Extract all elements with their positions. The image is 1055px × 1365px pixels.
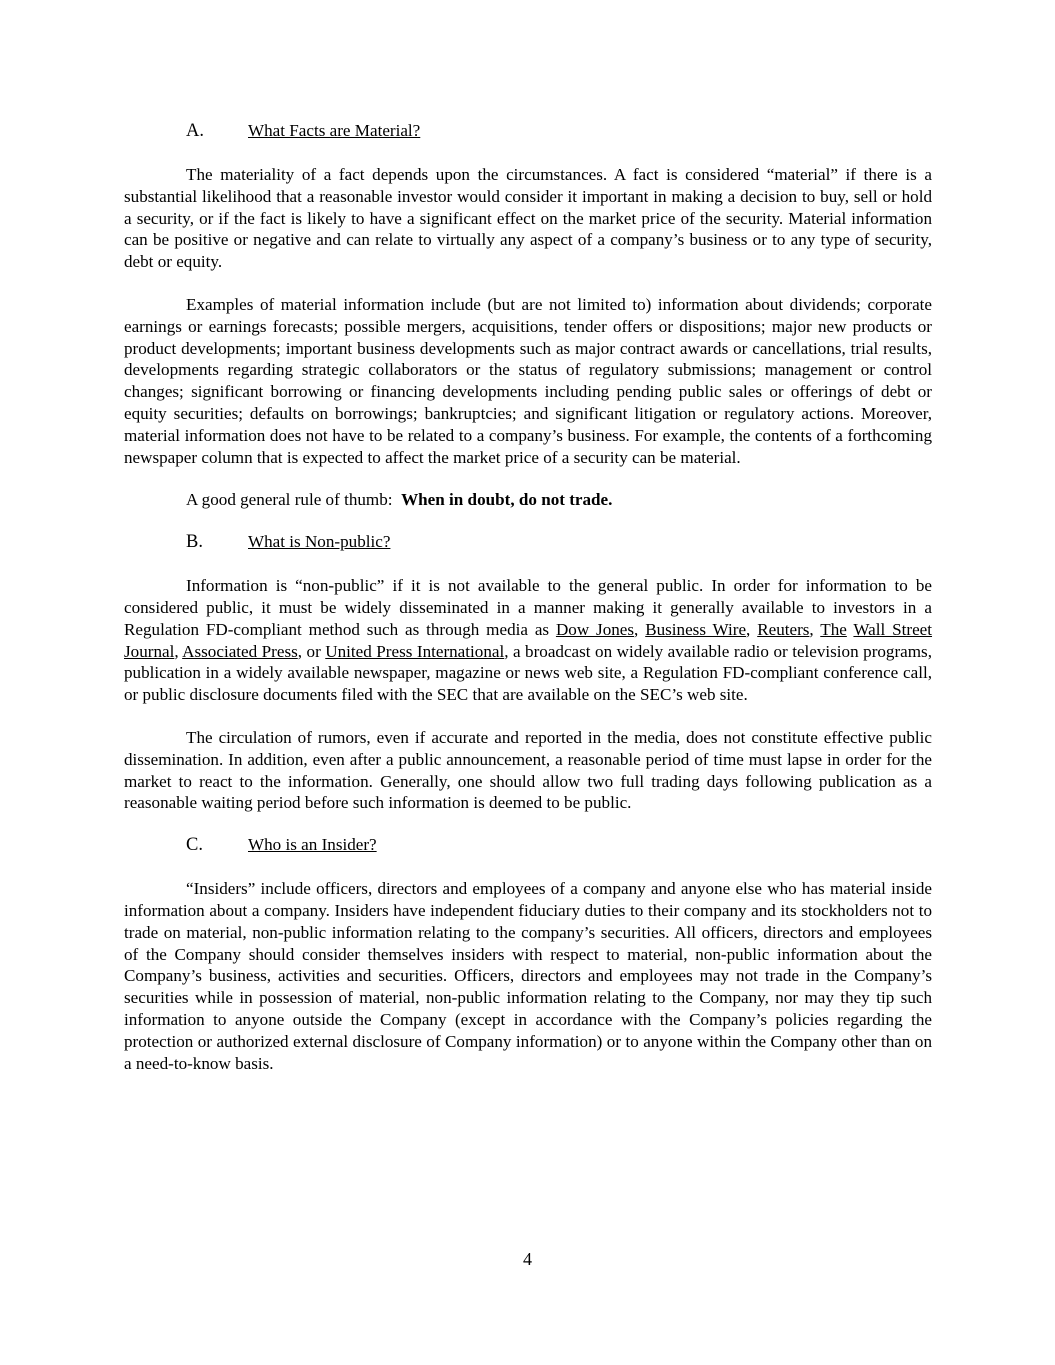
- rule-of-thumb-bold: When in doubt, do not trade.: [401, 490, 613, 510]
- section-a-letter: A.: [186, 121, 204, 141]
- rule-of-thumb: [124, 489, 932, 511]
- separator: ,: [174, 641, 183, 661]
- separator: , or: [297, 641, 326, 661]
- section-b-letter: B.: [186, 532, 203, 553]
- section-c-paragraph-1: “Insiders” include officers, directors and employees of a company and anyone else who has material inside information about a company. Insiders have independent fiduciary duties to their company and its stockholders not to trade on material, non-public information relating to the company’s securities. All officers, directors and employees of the Company should consider themselves insiders with respect to material, non-public information about the Company’s business, activities and securities. Officers, directors and employees may not trade in the Company’s securities while in possession of material, non-public information relating to the Company, nor may they tip such information to anyone outside the Company (except in accordance with the Company’s policies regarding the protection or authorized external disclosure of Company information) or to anyone within the Company other than on a need-to-know basis.: [124, 879, 932, 1073]
- section-b-p1-text-a: Information is “non-public” if it is not available to the general public. In order for information to be considered public, it must be widely disseminated in a manner making it generally available to investors in a Regulation FD-compliant method such as through media as: [124, 576, 932, 639]
- separator: ,: [809, 619, 821, 639]
- section-a-title: What Facts are Material?: [248, 121, 421, 140]
- section-a-paragraph-2: Examples of material information include (but are not limited to) information about dividends; corporate earnings or earnings forecasts; possible mergers, acquisitions, tender offers or dispositions; major new products or product developments; important business developments such as major contract awards or cancellations, trial results, developments regarding strategic collaborators or the status of regulatory submissions; management or control changes; significant borrowing or financing developments including pending public sales or offerings of debt or equity securities; defaults on borrowings; bankruptcies; and significant litigation or regulatory actions. Moreover, material information does not have to be related to a company’s business. For example, the contents of a forthcoming newspaper column that is expected to affect the market price of a security can be material.: [124, 294, 932, 467]
- section-b-title: What is Non-public?: [248, 532, 391, 552]
- link-wall-street-journal: Wall Street Journal: [124, 619, 933, 661]
- link-business-wire: Business Wire: [645, 619, 747, 639]
- section-b-p1-text-b: , a broadcast on widely available radio or television programs, publication in a widely available newspaper, magazine or news web site, a Regulation FD-compliant conference call, or public disclosure documents filed with the SEC that are available on the SEC’s web site.: [124, 641, 932, 705]
- link-dow-jones: Dow Jones: [555, 619, 635, 639]
- link-united-press-international: United Press International: [325, 641, 505, 661]
- section-b-heading: [124, 531, 932, 555]
- section-c-heading: [124, 834, 932, 858]
- section-c-letter: C.: [186, 835, 203, 856]
- page-content: [124, 120, 932, 1074]
- rule-of-thumb-prefix: A good general rule of thumb:: [186, 490, 402, 510]
- section-c-title: Who is an Insider?: [248, 835, 377, 855]
- section-a-paragraph-1: The materiality of a fact depends upon the circumstances. A fact is considered “material” if there is a substantial likelihood that a reasonable investor would consider it important in making a decision to buy, sell or hold a security, or if the fact is likely to have a significant effect on the market price of the security. Material information can be positive or negative and can relate to virtually any aspect of a company’s business or to any type of security, debt or equity.: [124, 165, 932, 272]
- section-a-heading: [124, 120, 932, 144]
- section-b-paragraph-1: [124, 575, 932, 706]
- link-reuters: Reuters: [757, 619, 810, 639]
- separator: ,: [746, 619, 758, 639]
- section-b-paragraph-2: The circulation of rumors, even if accurate and reported in the media, does not constitute effective public dissemination. In addition, even after a public announcement, a reasonable period of time must lapse in order for the market to react to the information. Generally, one should allow two full trading days following publication as a reasonable waiting period before such information is deemed to be public.: [124, 727, 932, 813]
- link-associated-press: Associated Press: [182, 641, 298, 661]
- page-number: 4: [523, 1249, 532, 1269]
- link-the: The: [820, 619, 847, 639]
- separator: ,: [634, 619, 646, 639]
